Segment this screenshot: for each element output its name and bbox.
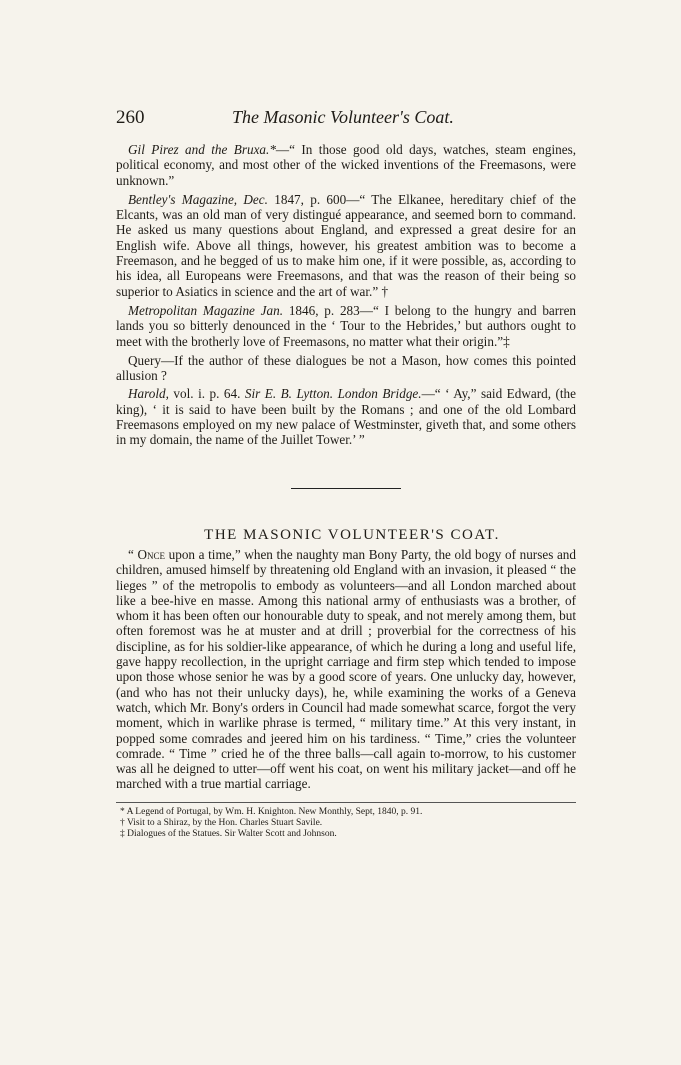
story-text: upon a time,” when the naughty man Bony Party, the old bogy of nurses and children, amused himself by threatening old England with an invasion, it pleased “ the lieges ” of the metropolis to embody as volunteers—and all London marched about like a bee-hive en masse. Among this national army of enthusiasts was a brother, of whom it has been often our honourable duty to speak, and not merely among them, but often foremost was he at muster and at drill ; proverbial for the correctness of his discipline, as for his soldier-like appearance, of which he during a long and useful life, gave happy recollection, in the upright carriage and firm step which tended to impose upon those whose senior he was by a good score of years. One unlucky day, however, (and who has not their unlucky days), he, while examining the works of a Geneva watch, which Mr. Bony's orders in Council had made somewhat scarce, forgot the very moment, which in warlike phrase is termed, “ military time.” At this very instant, in popped some comrades and jeered him on his tardiness. “ Time,” cries the volunteer comrade. “ Time ” cried he of the three balls—call again to-morrow, to his customer was all he deigned to utter—off went his coat, on went his military jacket—and off he marched with a true martial carriage. xyxy=(116,546,576,792)
section-divider xyxy=(291,488,401,489)
page-header xyxy=(116,107,586,133)
footnote-item: † Visit to a Shiraz, by the Hon. Charles Stuart Savile. xyxy=(120,817,323,828)
quote-text: —“ I belong to the hungry and barren lands you so bitterly denounced in the ‘ Tour to the Hebrides,’ but authors ought to meet with the brotherly love of Freemasons, no matter what their origin.”‡ xyxy=(116,302,577,349)
story-opening: “ Once xyxy=(128,546,166,562)
query-paragraph: Query—If the author of these dialogues be not a Mason, how comes this pointed allusion ? xyxy=(116,352,576,384)
section-title: THE MASONIC VOLUNTEER'S COAT. xyxy=(204,526,500,543)
quote-bentley xyxy=(116,192,576,299)
quote-metropolitan xyxy=(116,303,576,349)
quote-source: Bentley's Magazine, Dec. xyxy=(128,191,268,207)
footnote-rule xyxy=(116,802,576,803)
story-paragraph xyxy=(116,547,576,792)
page-number: 260 xyxy=(116,107,145,128)
quote-ref: vol. i. p. 64. xyxy=(173,386,241,402)
quote-text: —“ The Elkanee, hereditary chief of the Elcants, was an old man of very distingué appearance, and seemed born to command. He asked us many questions about England, and expressed a great desire for an English wife. Above all things, however, his greatest ambition was to become a Freemason, and he begged of us to make him one, if it were possible, as, according to his idea, all Europeans were Freemasons, and that was the reason of their being so superior to Asiatics in science and the art of war.” † xyxy=(116,191,576,299)
quote-ref: 1846, p. 283 xyxy=(288,302,360,318)
quote-source: Harold, xyxy=(128,386,169,402)
footnote-item: ‡ Dialogues of the Statues. Sir Walter Scott and Johnson. xyxy=(120,828,337,839)
quote-ref: 1847, p. 600 xyxy=(274,191,347,207)
footnotes xyxy=(116,807,576,840)
quote-source: Gil Pirez and the Bruxa.* xyxy=(128,142,276,157)
running-title: The Masonic Volunteer's Coat. xyxy=(232,107,454,127)
quote-harold xyxy=(116,386,576,447)
quote-source-secondary: Sir E. B. Lytton. London Bridge. xyxy=(244,386,422,402)
quote-gil-pirez xyxy=(116,142,576,188)
quote-text: —“ In those good old days, watches, steam engines, political economy, and most other of the wicked inventions of the Freemasons, were unknown.” xyxy=(116,142,576,188)
quote-source: Metropolitan Magazine Jan. xyxy=(128,302,284,318)
footnote-item: * A Legend of Portugal, by Wm. H. Knighton. New Monthly, Sept, 1840, p. 91. xyxy=(120,806,423,817)
quote-text: —“ ‘ Ay,” said Edward, (the king), ‘ it is said to have been built by the Romans ; and one of the old Lombard Freemasons employed on my new palace of Westminster, giveth that, and some others in my domain, the name of the Juillet Tower.’ ” xyxy=(116,386,576,448)
page-body xyxy=(116,142,576,840)
